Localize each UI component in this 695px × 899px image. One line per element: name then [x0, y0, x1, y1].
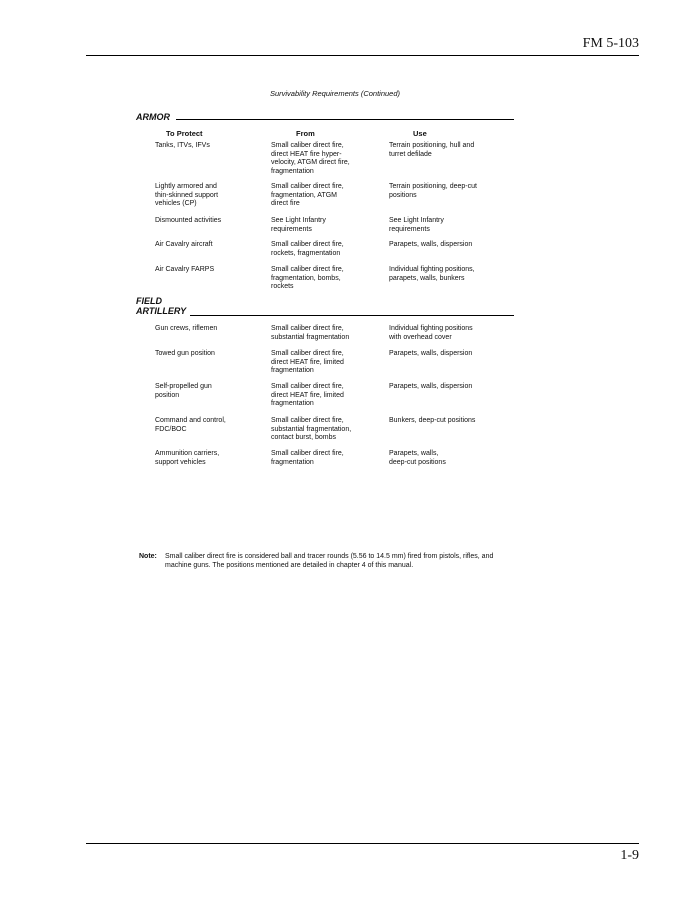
cell-use: See Light Infantry requirements [389, 217, 444, 233]
cell-from: Small caliber direct fire, rockets, fragmentation [271, 241, 344, 257]
cell-protect: Ammunition carriers, support vehicles [155, 450, 220, 466]
cell-from: Small caliber direct fire, fragmentation, ATGM direct fire [271, 183, 344, 208]
document-id: FM 5-103 [582, 36, 639, 51]
cell-protect: Self-propelled gun position [155, 383, 212, 399]
cell-from: Small caliber direct fire, direct HEAT fire hyper- velocity, ATGM direct fire, fragmentation [271, 142, 350, 175]
column-header-use: Use [413, 129, 427, 138]
cell-use: Terrain positioning, deep-cut positions [389, 183, 477, 199]
section-rule-field-artillery [190, 315, 514, 316]
footer-rule [86, 843, 639, 844]
header-rule [86, 55, 639, 56]
section-rule-armor [176, 119, 514, 120]
cell-from: Small caliber direct fire, fragmentation [271, 450, 344, 466]
cell-protect: Gun crews, riflemen [155, 325, 218, 332]
cell-use: Parapets, walls, dispersion [389, 241, 473, 248]
note-text: Small caliber direct fire is considered ball and tracer rounds (5.56 to 14.5 mm) fired from pistols, rifles, and machine guns. The positions mentioned are detailed in chapter 4 of this manual. [165, 553, 494, 570]
table-title: Survivability Requirements (Continued) [269, 89, 401, 98]
cell-from: Small caliber direct fire, substantial fragmentation [271, 325, 350, 341]
cell-protect: Lightly armored and thin-skinned support vehicles (CP) [155, 183, 219, 208]
cell-protect: Dismounted activities [155, 217, 222, 224]
cell-use: Parapets, walls, dispersion [389, 350, 473, 357]
cell-from: Small caliber direct fire, direct HEAT fire, limited fragmentation [271, 383, 344, 408]
section-heading-armor: ARMOR [136, 112, 170, 122]
section-heading-line: ARTILLERY [136, 306, 187, 316]
page-number: 1-9 [620, 848, 639, 863]
cell-protect: Tanks, ITVs, IFVs [155, 142, 210, 149]
note-label: Note: [139, 553, 157, 560]
section-heading-line: FIELD [136, 296, 162, 306]
cell-use: Parapets, walls, deep-cut positions [389, 450, 446, 466]
cell-from: See Light Infantry requirements [271, 217, 326, 233]
cell-from: Small caliber direct fire, direct HEAT fire, limited fragmentation [271, 350, 344, 375]
cell-use: Individual fighting positions with overhead cover [389, 325, 473, 341]
cell-from: Small caliber direct fire, fragmentation, bombs, rockets [271, 266, 344, 291]
cell-use: Parapets, walls, dispersion [389, 383, 473, 390]
cell-use: Bunkers, deep-cut positions [389, 417, 476, 424]
section-heading-field-artillery [136, 296, 186, 316]
cell-protect: Air Cavalry FARPS [155, 266, 215, 273]
column-header-to-protect: To Protect [166, 129, 203, 138]
cell-protect: Command and control, FDC/BOC [155, 417, 226, 433]
cell-use: Terrain positioning, hull and turret defilade [389, 142, 475, 158]
column-header-from: From [296, 129, 315, 138]
cell-protect: Towed gun position [155, 350, 215, 357]
cell-from: Small caliber direct fire, substantial fragmentation, contact burst, bombs [271, 417, 352, 442]
table-note [139, 552, 519, 570]
cell-protect: Air Cavalry aircraft [155, 241, 213, 248]
cell-use: Individual fighting positions, parapets, walls, bunkers [389, 266, 475, 282]
